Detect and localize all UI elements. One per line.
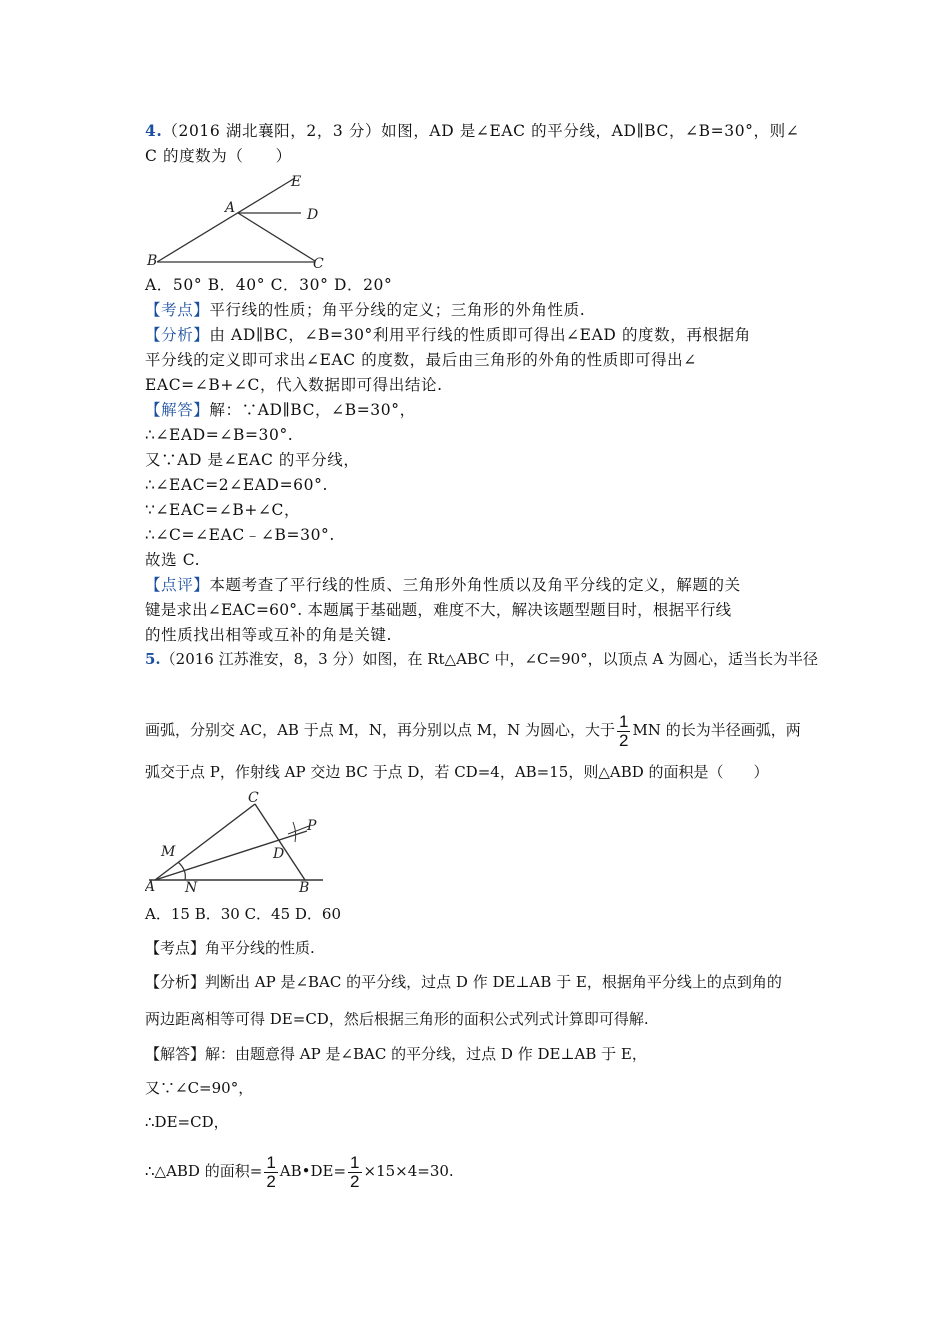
q4-step-3: ∴∠EAC=2∠EAD=60°. (145, 476, 328, 494)
q5-stem-line3: 弧交于点 P，作射线 AP 交边 BC 于点 D，若 CD=4，AB=15，则△ABD 的面积是（ ） (145, 763, 769, 781)
q5-line-ac (155, 804, 255, 880)
q5-fraction-half: $\frac{1}{2}$ (618, 711, 629, 750)
q4-step-2: 又∵AD 是∠EAC 的平分线， (145, 451, 360, 469)
q5-number: 5. (145, 650, 161, 668)
q5-fenxi-line1: 【分析】判断出 AP 是∠BAC 的平分线，过点 D 作 DE⊥AB 于 E，根据角平分线上的点到角的 (145, 973, 782, 991)
question-4 (145, 118, 810, 169)
q4-line-be (157, 178, 295, 262)
q5-label-a: A (145, 879, 156, 894)
q5-fenxi-line2: 两边距离相等可得 DE=CD，然后根据三角形的面积公式列式计算即可得解. (145, 1010, 649, 1028)
q4-number: 4. (145, 121, 163, 140)
q4-step-6: 故选 C. (145, 551, 201, 569)
q4-step-5: ∴∠C=∠EAC﹣∠B=30°. (145, 526, 335, 544)
q4-figure (145, 172, 345, 272)
q5-label-p: P (307, 818, 317, 834)
q5-kaodian: 【考点】角平分线的性质. (145, 939, 315, 957)
q4-fenxi-line1: 【分析】由 AD∥BC，∠B=30°利用平行线的性质即可得出∠EAD 的度数，再根据角 (145, 326, 751, 344)
q5-line-cb (255, 804, 305, 880)
q5-label-m: M (161, 844, 176, 860)
q4-label-c: C (313, 256, 324, 272)
q5-label-d: D (273, 846, 285, 862)
q4-dianping-line3: 的性质找出相等或互补的角是关键. (145, 626, 393, 644)
q4-stem-line2: C 的度数为（ ） (145, 147, 292, 165)
q5-options: A．15 B．30 C．45 D．60 (145, 905, 342, 923)
q5-stem-line1: 5.（2016 江苏淮安，8，3 分）如图，在 Rt△ABC 中，∠C=90°，以顶点 A 为圆心，适当长为半径 (145, 650, 819, 668)
q4-line-ac (238, 213, 315, 261)
q4-options: A．50° B．40° C．30° D．20° (145, 276, 393, 294)
q5-jieda-line1: 【解答】解：由题意得 AP 是∠BAC 的平分线，过点 D 作 DE⊥AB 于 E， (145, 1045, 647, 1063)
q5-step-1: 又∵∠C=90°， (145, 1079, 254, 1097)
q4-fenxi-line2: 平分线的定义即可求出∠EAC 的度数，最后由三角形的外角的性质即可得出∠ (145, 351, 697, 369)
q5-fraction-half-1: $\frac{1}{2}$ (266, 1152, 276, 1191)
q5-arc-p2 (288, 826, 309, 834)
q4-dianping-line1: 【点评】本题考查了平行线的性质、三角形外角性质以及角平分线的定义，解题的关 (145, 576, 741, 594)
q4-label-d: D (307, 207, 319, 223)
q4-step-4: ∵∠EAC=∠B+∠C， (145, 501, 301, 519)
q4-label-b: B (147, 253, 158, 269)
q4-label-a: A (225, 200, 236, 216)
q5-label-c: C (248, 790, 259, 806)
q5-stem-line2: 画弧，分别交 AC，AB 于点 M，N，再分别以点 M，N 为圆心，大于 $\frac{1}{2}$ MN 的长为半径画弧，两 (145, 711, 801, 750)
q4-kaodian: 【考点】平行线的性质；角平分线的定义；三角形的外角性质. (145, 301, 586, 319)
q4-dianping-line2: 键是求出∠EAC=60°. 本题属于基础题，难度不大，解决该题型题目时，根据平行线 (145, 601, 732, 619)
q4-solution (145, 273, 810, 648)
q5-final-line: ∴△ABD 的面积= $\frac{1}{2}$ AB•DE= $\frac{1}{2}$ ×15×4=30. (145, 1152, 454, 1191)
q5-figure (145, 790, 330, 894)
q4-jieda-line1: 【解答】解：∵AD∥BC，∠B=30°， (145, 401, 416, 419)
q4-label-e: E (291, 174, 302, 190)
q5-label-b: B (299, 880, 310, 894)
q4-fenxi-line3: EAC=∠B+∠C，代入数据即可得出结论. (145, 376, 443, 394)
q5-fraction-half-2: $\frac{1}{2}$ (350, 1152, 360, 1191)
q5-label-n: N (185, 880, 198, 894)
q4-stem-line1: 4.（2016 湖北襄阳，2，3 分）如图，AD 是∠EAC 的平分线，AD∥BC，∠B=30°，则∠ (145, 121, 800, 140)
q4-step-1: ∴∠EAD=∠B=30°. (145, 426, 294, 444)
q5-step-2: ∴DE=CD， (145, 1113, 229, 1131)
